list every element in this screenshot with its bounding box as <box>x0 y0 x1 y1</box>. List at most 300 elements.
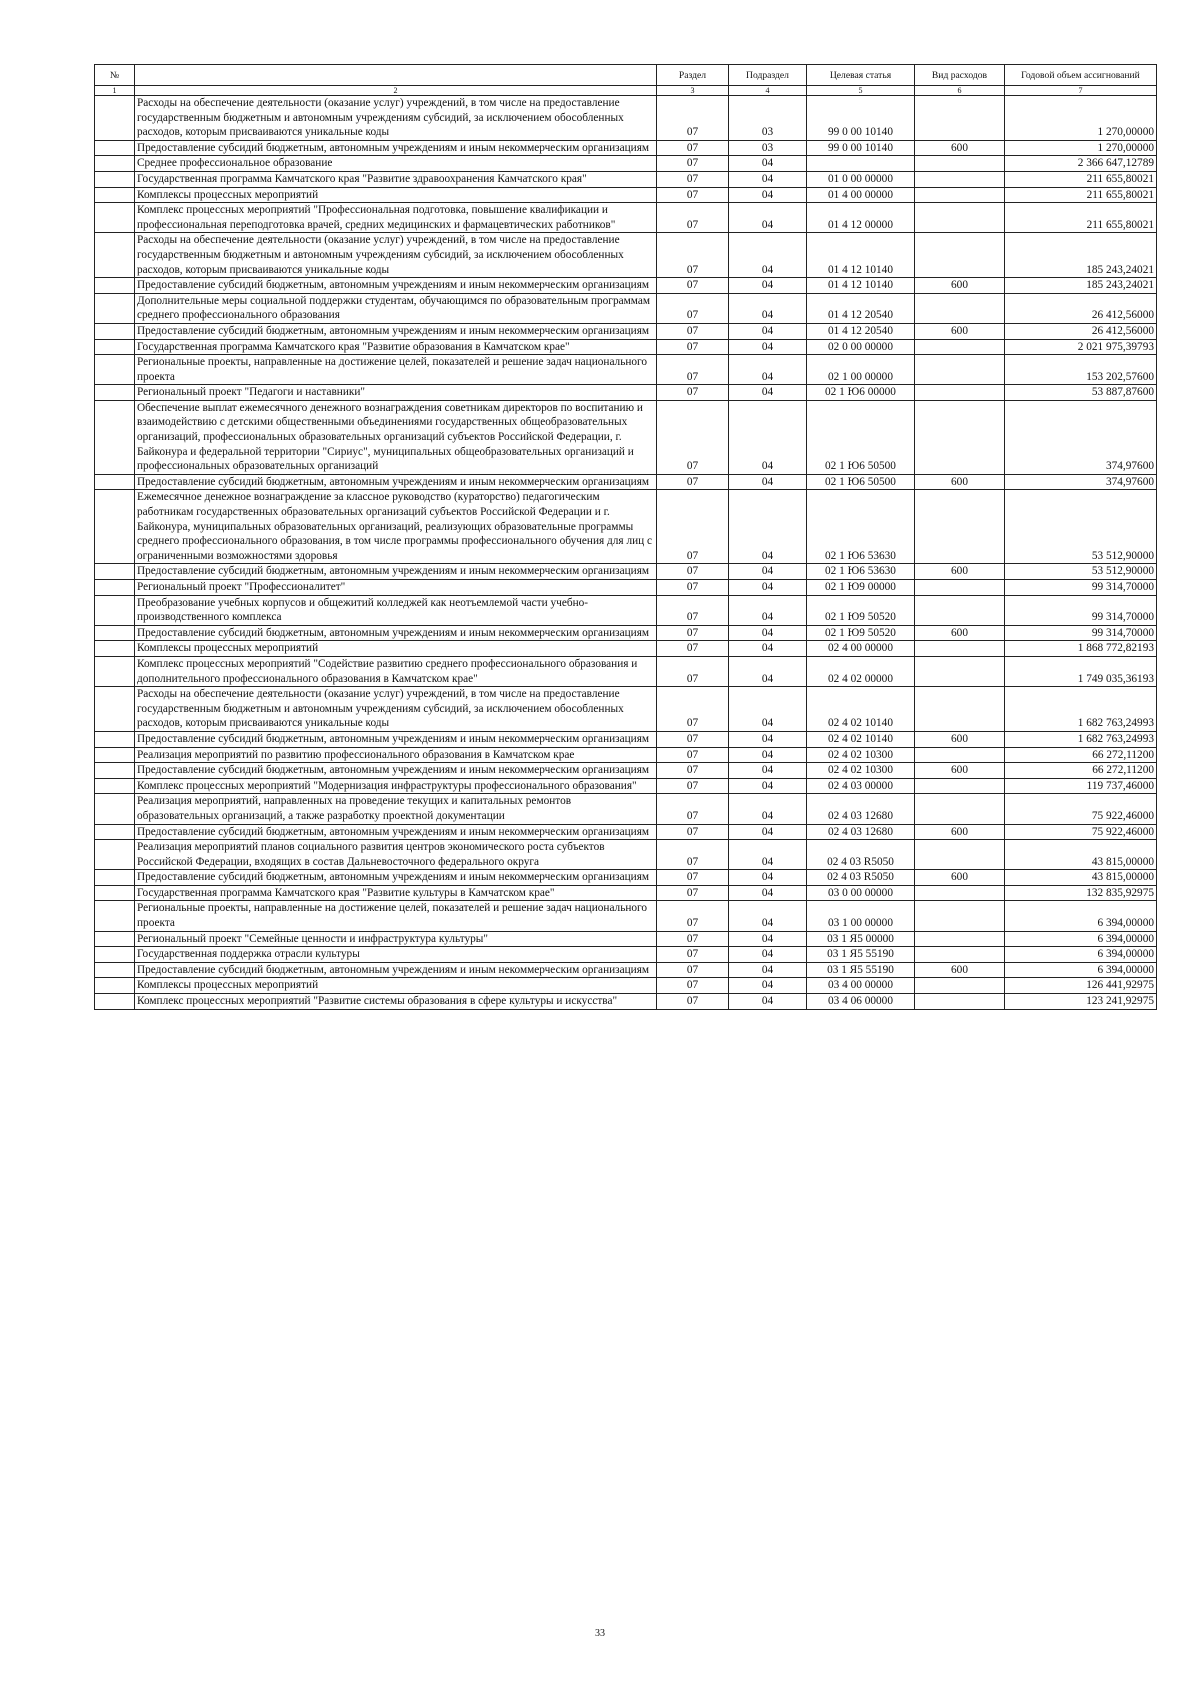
expense-type-cell <box>915 656 1005 686</box>
row-number-cell <box>95 96 135 141</box>
column-number: 7 <box>1005 86 1157 96</box>
row-number-cell <box>95 595 135 625</box>
amount-cell: 1 682 763,24993 <box>1005 687 1157 732</box>
razdel-cell: 07 <box>657 687 729 732</box>
razdel-cell: 07 <box>657 171 729 187</box>
table-row <box>95 385 1157 401</box>
razdel-cell: 07 <box>657 490 729 564</box>
target-article-cell: 02 4 03 R5050 <box>807 840 915 870</box>
podrazdel-cell: 04 <box>729 339 807 355</box>
table-body <box>95 96 1157 1010</box>
podrazdel-cell: 04 <box>729 994 807 1010</box>
expense-type-cell: 600 <box>915 474 1005 490</box>
target-article-cell: 03 0 00 00000 <box>807 885 915 901</box>
expense-type-cell <box>915 778 1005 794</box>
expense-type-cell <box>915 994 1005 1010</box>
expense-name-cell: Преобразование учебных корпусов и общежитий колледжей как неотъемлемой части учебно-производственного комплекса <box>135 595 657 625</box>
razdel-cell: 07 <box>657 233 729 278</box>
razdel-cell: 07 <box>657 355 729 385</box>
target-article-cell: 03 1 Я5 55190 <box>807 962 915 978</box>
podrazdel-cell: 04 <box>729 171 807 187</box>
podrazdel-cell: 04 <box>729 962 807 978</box>
amount-cell: 66 272,11200 <box>1005 747 1157 763</box>
expense-name-cell: Комплекс процессных мероприятий "Содействие развитию среднего профессионального образования и дополнительного профессионального образования в Камчатском крае" <box>135 656 657 686</box>
expense-name-cell: Региональный проект "Педагоги и наставники" <box>135 385 657 401</box>
expense-type-cell <box>915 840 1005 870</box>
expense-type-cell <box>915 187 1005 203</box>
podrazdel-cell: 04 <box>729 595 807 625</box>
row-number-cell <box>95 747 135 763</box>
expense-type-cell <box>915 580 1005 596</box>
razdel-cell: 07 <box>657 339 729 355</box>
expense-name-cell: Реализация мероприятий, направленных на проведение текущих и капитальных ремонтов образовательных организаций, а также разработку проектной документации <box>135 794 657 824</box>
razdel-cell: 07 <box>657 824 729 840</box>
table-row <box>95 187 1157 203</box>
table-row <box>95 994 1157 1010</box>
target-article-cell: 03 4 00 00000 <box>807 978 915 994</box>
expense-type-cell <box>915 490 1005 564</box>
column-number: 3 <box>657 86 729 96</box>
row-number-cell <box>95 885 135 901</box>
target-article-cell: 03 4 06 00000 <box>807 994 915 1010</box>
budget-table <box>94 64 1157 1010</box>
expense-type-cell <box>915 947 1005 963</box>
expense-type-cell <box>915 355 1005 385</box>
row-number-cell <box>95 385 135 401</box>
table-row <box>95 656 1157 686</box>
expense-type-cell: 600 <box>915 140 1005 156</box>
target-article-cell: 02 1 Ю9 50520 <box>807 625 915 641</box>
header-num: № <box>95 65 135 86</box>
expense-name-cell: Комплекс процессных мероприятий "Профессиональная подготовка, повышение квалификации и профессиональная переподготовка врачей, средних медицинских и фармацевтических работников" <box>135 203 657 233</box>
target-article-cell: 02 4 02 10140 <box>807 731 915 747</box>
expense-name-cell: Реализация мероприятий планов социального развития центров экономического роста субъектов Российской Федерации, входящих в состав Дальневосточного федерального округа <box>135 840 657 870</box>
amount-cell: 2 366 647,12789 <box>1005 156 1157 172</box>
expense-type-cell <box>915 339 1005 355</box>
table-row <box>95 156 1157 172</box>
expense-name-cell: Комплексы процессных мероприятий <box>135 978 657 994</box>
target-article-cell: 02 1 Ю9 50520 <box>807 595 915 625</box>
amount-cell: 75 922,46000 <box>1005 794 1157 824</box>
podrazdel-cell: 04 <box>729 885 807 901</box>
podrazdel-cell: 04 <box>729 278 807 294</box>
row-number-cell <box>95 763 135 779</box>
table-row <box>95 763 1157 779</box>
row-number-cell <box>95 490 135 564</box>
razdel-cell: 07 <box>657 994 729 1010</box>
expense-name-cell: Предоставление субсидий бюджетным, автономным учреждениям и иным некоммерческим организациям <box>135 323 657 339</box>
expense-type-cell <box>915 747 1005 763</box>
column-number: 6 <box>915 86 1005 96</box>
target-article-cell: 99 0 00 10140 <box>807 140 915 156</box>
header-row <box>95 65 1157 86</box>
page-number: 33 <box>595 1628 605 1639</box>
target-article-cell: 02 4 03 12680 <box>807 824 915 840</box>
podrazdel-cell: 04 <box>729 625 807 641</box>
podrazdel-cell: 04 <box>729 203 807 233</box>
row-number-cell <box>95 778 135 794</box>
table-row <box>95 901 1157 931</box>
amount-cell: 53 512,90000 <box>1005 490 1157 564</box>
table-row <box>95 140 1157 156</box>
podrazdel-cell: 04 <box>729 901 807 931</box>
expense-type-cell <box>915 641 1005 657</box>
row-number-cell <box>95 901 135 931</box>
row-number-cell <box>95 564 135 580</box>
column-number: 4 <box>729 86 807 96</box>
column-number-row <box>95 86 1157 96</box>
expense-name-cell: Предоставление субсидий бюджетным, автономным учреждениям и иным некоммерческим организациям <box>135 564 657 580</box>
amount-cell: 53 512,90000 <box>1005 564 1157 580</box>
expense-name-cell: Предоставление субсидий бюджетным, автономным учреждениям и иным некоммерческим организациям <box>135 625 657 641</box>
target-article-cell: 02 4 02 10300 <box>807 747 915 763</box>
expense-type-cell <box>915 293 1005 323</box>
expense-type-cell: 600 <box>915 731 1005 747</box>
razdel-cell: 07 <box>657 641 729 657</box>
table-row <box>95 233 1157 278</box>
table-row <box>95 490 1157 564</box>
expense-name-cell: Государственная программа Камчатского края "Развитие здравоохранения Камчатского края" <box>135 171 657 187</box>
row-number-cell <box>95 978 135 994</box>
row-number-cell <box>95 293 135 323</box>
razdel-cell: 07 <box>657 187 729 203</box>
row-number-cell <box>95 870 135 886</box>
amount-cell: 43 815,00000 <box>1005 840 1157 870</box>
row-number-cell <box>95 140 135 156</box>
razdel-cell: 07 <box>657 156 729 172</box>
target-article-cell: 01 4 12 20540 <box>807 323 915 339</box>
expense-type-cell: 600 <box>915 824 1005 840</box>
target-article-cell: 03 1 Я5 55190 <box>807 947 915 963</box>
razdel-cell: 07 <box>657 385 729 401</box>
amount-cell: 6 394,00000 <box>1005 931 1157 947</box>
row-number-cell <box>95 840 135 870</box>
target-article-cell: 99 0 00 10140 <box>807 96 915 141</box>
amount-cell: 132 835,92975 <box>1005 885 1157 901</box>
podrazdel-cell: 04 <box>729 323 807 339</box>
table-row <box>95 947 1157 963</box>
podrazdel-cell: 04 <box>729 355 807 385</box>
podrazdel-cell: 04 <box>729 490 807 564</box>
row-number-cell <box>95 400 135 474</box>
table-row <box>95 962 1157 978</box>
target-article-cell: 02 1 Ю6 53630 <box>807 564 915 580</box>
expense-type-cell <box>915 687 1005 732</box>
table-header <box>95 65 1157 96</box>
row-number-cell <box>95 731 135 747</box>
razdel-cell: 07 <box>657 747 729 763</box>
target-article-cell: 02 4 03 R5050 <box>807 870 915 886</box>
expense-name-cell: Расходы на обеспечение деятельности (оказание услуг) учреждений, в том числе на предоставление государственным бюджетным и автономным учреждениям субсидий, за исключением обособленных расходов, которым присваиваются уникальные коды <box>135 687 657 732</box>
row-number-cell <box>95 994 135 1010</box>
podrazdel-cell: 04 <box>729 385 807 401</box>
expense-type-cell <box>915 794 1005 824</box>
table-row <box>95 840 1157 870</box>
target-article-cell: 01 4 12 10140 <box>807 233 915 278</box>
expense-name-cell: Комплексы процессных мероприятий <box>135 641 657 657</box>
amount-cell: 1 868 772,82193 <box>1005 641 1157 657</box>
row-number-cell <box>95 278 135 294</box>
row-number-cell <box>95 794 135 824</box>
razdel-cell: 07 <box>657 656 729 686</box>
amount-cell: 374,97600 <box>1005 474 1157 490</box>
podrazdel-cell: 04 <box>729 564 807 580</box>
podrazdel-cell: 04 <box>729 156 807 172</box>
razdel-cell: 07 <box>657 778 729 794</box>
table-row <box>95 580 1157 596</box>
razdel-cell: 07 <box>657 625 729 641</box>
target-article-cell: 02 0 00 00000 <box>807 339 915 355</box>
row-number-cell <box>95 625 135 641</box>
table-row <box>95 885 1157 901</box>
podrazdel-cell: 04 <box>729 187 807 203</box>
row-number-cell <box>95 931 135 947</box>
table-row <box>95 595 1157 625</box>
amount-cell: 211 655,80021 <box>1005 171 1157 187</box>
amount-cell: 119 737,46000 <box>1005 778 1157 794</box>
razdel-cell: 07 <box>657 203 729 233</box>
expense-type-cell <box>915 96 1005 141</box>
amount-cell: 2 021 975,39793 <box>1005 339 1157 355</box>
expense-type-cell <box>915 400 1005 474</box>
expense-type-cell <box>915 385 1005 401</box>
podrazdel-cell: 04 <box>729 656 807 686</box>
expense-type-cell: 600 <box>915 870 1005 886</box>
table-row <box>95 778 1157 794</box>
expense-name-cell: Предоставление субсидий бюджетным, автономным учреждениям и иным некоммерческим организациям <box>135 278 657 294</box>
podrazdel-cell: 03 <box>729 140 807 156</box>
table-row <box>95 355 1157 385</box>
expense-name-cell: Предоставление субсидий бюджетным, автономным учреждениям и иным некоммерческим организациям <box>135 763 657 779</box>
expense-name-cell: Предоставление субсидий бюджетным, автономным учреждениям и иным некоммерческим организациям <box>135 731 657 747</box>
expense-type-cell <box>915 901 1005 931</box>
expense-type-cell <box>915 156 1005 172</box>
amount-cell: 374,97600 <box>1005 400 1157 474</box>
razdel-cell: 07 <box>657 947 729 963</box>
amount-cell: 6 394,00000 <box>1005 947 1157 963</box>
razdel-cell: 07 <box>657 978 729 994</box>
amount-cell: 26 412,56000 <box>1005 323 1157 339</box>
table-row <box>95 474 1157 490</box>
podrazdel-cell: 04 <box>729 840 807 870</box>
amount-cell: 185 243,24021 <box>1005 233 1157 278</box>
target-article-cell: 03 1 00 00000 <box>807 901 915 931</box>
target-article-cell: 03 1 Я5 00000 <box>807 931 915 947</box>
target-article-cell: 01 0 00 00000 <box>807 171 915 187</box>
target-article-cell: 02 4 03 00000 <box>807 778 915 794</box>
razdel-cell: 07 <box>657 595 729 625</box>
table-row <box>95 339 1157 355</box>
header-podrazdel: Подраздел <box>729 65 807 86</box>
target-article-cell: 01 4 12 00000 <box>807 203 915 233</box>
row-number-cell <box>95 824 135 840</box>
target-article-cell: 02 4 02 00000 <box>807 656 915 686</box>
razdel-cell: 07 <box>657 840 729 870</box>
razdel-cell: 07 <box>657 564 729 580</box>
expense-type-cell <box>915 233 1005 278</box>
razdel-cell: 07 <box>657 794 729 824</box>
amount-cell: 211 655,80021 <box>1005 187 1157 203</box>
expense-name-cell: Предоставление субсидий бюджетным, автономным учреждениям и иным некоммерческим организациям <box>135 962 657 978</box>
expense-name-cell: Комплекс процессных мероприятий "Модернизация инфраструктуры профессионального образования" <box>135 778 657 794</box>
target-article-cell: 02 1 Ю6 50500 <box>807 400 915 474</box>
target-article-cell: 02 4 03 12680 <box>807 794 915 824</box>
podrazdel-cell: 04 <box>729 778 807 794</box>
amount-cell: 99 314,70000 <box>1005 595 1157 625</box>
razdel-cell: 07 <box>657 870 729 886</box>
row-number-cell <box>95 641 135 657</box>
amount-cell: 1 270,00000 <box>1005 140 1157 156</box>
table-row <box>95 293 1157 323</box>
table-row <box>95 794 1157 824</box>
expense-name-cell: Комплексы процессных мероприятий <box>135 187 657 203</box>
table-row <box>95 625 1157 641</box>
razdel-cell: 07 <box>657 293 729 323</box>
row-number-cell <box>95 687 135 732</box>
target-article-cell: 02 4 02 10300 <box>807 763 915 779</box>
target-article-cell: 02 1 Ю6 50500 <box>807 474 915 490</box>
expense-name-cell: Государственная программа Камчатского края "Развитие культуры в Камчатском крае" <box>135 885 657 901</box>
expense-name-cell: Региональный проект "Семейные ценности и инфраструктура культуры" <box>135 931 657 947</box>
expense-type-cell <box>915 885 1005 901</box>
amount-cell: 53 887,87600 <box>1005 385 1157 401</box>
expense-name-cell: Расходы на обеспечение деятельности (оказание услуг) учреждений, в том числе на предоставление государственным бюджетным и автономным учреждениям субсидий, за исключением обособленных расходов, которым присваиваются уникальные коды <box>135 96 657 141</box>
amount-cell: 185 243,24021 <box>1005 278 1157 294</box>
expense-type-cell: 600 <box>915 625 1005 641</box>
podrazdel-cell: 04 <box>729 747 807 763</box>
target-article-cell: 02 1 Ю6 00000 <box>807 385 915 401</box>
razdel-cell: 07 <box>657 885 729 901</box>
table-row <box>95 400 1157 474</box>
table-row <box>95 747 1157 763</box>
podrazdel-cell: 04 <box>729 870 807 886</box>
podrazdel-cell: 04 <box>729 978 807 994</box>
table-row <box>95 171 1157 187</box>
expense-name-cell: Среднее профессиональное образование <box>135 156 657 172</box>
target-article-cell: 01 4 00 00000 <box>807 187 915 203</box>
row-number-cell <box>95 323 135 339</box>
header-target: Целевая статья <box>807 65 915 86</box>
razdel-cell: 07 <box>657 901 729 931</box>
expense-type-cell <box>915 978 1005 994</box>
amount-cell: 1 270,00000 <box>1005 96 1157 141</box>
expense-name-cell: Реализация мероприятий по развитию профессионального образования в Камчатском крае <box>135 747 657 763</box>
expense-name-cell: Региональные проекты, направленные на достижение целей, показателей и решение задач национального проекта <box>135 901 657 931</box>
expense-name-cell: Предоставление субсидий бюджетным, автономным учреждениям и иным некоммерческим организациям <box>135 474 657 490</box>
podrazdel-cell: 04 <box>729 687 807 732</box>
column-number: 5 <box>807 86 915 96</box>
row-number-cell <box>95 203 135 233</box>
amount-cell: 1 682 763,24993 <box>1005 731 1157 747</box>
razdel-cell: 07 <box>657 323 729 339</box>
header-razdel: Раздел <box>657 65 729 86</box>
podrazdel-cell: 04 <box>729 400 807 474</box>
podrazdel-cell: 04 <box>729 580 807 596</box>
target-article-cell: 02 4 00 00000 <box>807 641 915 657</box>
razdel-cell: 07 <box>657 931 729 947</box>
razdel-cell: 07 <box>657 580 729 596</box>
amount-cell: 123 241,92975 <box>1005 994 1157 1010</box>
expense-type-cell <box>915 171 1005 187</box>
column-number: 1 <box>95 86 135 96</box>
header-vid: Вид расходов <box>915 65 1005 86</box>
expense-name-cell: Предоставление субсидий бюджетным, автономным учреждениям и иным некоммерческим организациям <box>135 824 657 840</box>
table-row <box>95 824 1157 840</box>
amount-cell: 153 202,57600 <box>1005 355 1157 385</box>
target-article-cell <box>807 156 915 172</box>
row-number-cell <box>95 339 135 355</box>
podrazdel-cell: 04 <box>729 474 807 490</box>
row-number-cell <box>95 187 135 203</box>
expense-type-cell <box>915 931 1005 947</box>
table-row <box>95 641 1157 657</box>
expense-name-cell: Обеспечение выплат ежемесячного денежного вознаграждения советникам директоров по воспитанию и взаимодействию с детскими общественными объединениями государственных общеобразовательных организаций, профессиональных образовательных организаций субъектов Российской Федерации, г. Байконура и федеральной территории "Сириус", муниципальных общеобразовательных организаций и профессиональных образовательных организаций <box>135 400 657 474</box>
expense-name-cell: Расходы на обеспечение деятельности (оказание услуг) учреждений, в том числе на предоставление государственным бюджетным и автономным учреждениям субсидий, за исключением обособленных расходов, которым присваиваются уникальные коды <box>135 233 657 278</box>
amount-cell: 1 749 035,36193 <box>1005 656 1157 686</box>
razdel-cell: 07 <box>657 731 729 747</box>
expense-name-cell: Предоставление субсидий бюджетным, автономным учреждениям и иным некоммерческим организациям <box>135 870 657 886</box>
razdel-cell: 07 <box>657 140 729 156</box>
podrazdel-cell: 04 <box>729 641 807 657</box>
amount-cell: 211 655,80021 <box>1005 203 1157 233</box>
amount-cell: 99 314,70000 <box>1005 580 1157 596</box>
expense-type-cell: 600 <box>915 763 1005 779</box>
header-name <box>135 65 657 86</box>
razdel-cell: 07 <box>657 763 729 779</box>
expense-type-cell <box>915 203 1005 233</box>
expense-name-cell: Дополнительные меры социальной поддержки студентам, обучающимся по образовательным программам среднего профессионального образования <box>135 293 657 323</box>
target-article-cell: 02 1 00 00000 <box>807 355 915 385</box>
target-article-cell: 02 1 Ю6 53630 <box>807 490 915 564</box>
razdel-cell: 07 <box>657 96 729 141</box>
expense-name-cell: Комплекс процессных мероприятий "Развитие системы образования в сфере культуры и искусства" <box>135 994 657 1010</box>
amount-cell: 43 815,00000 <box>1005 870 1157 886</box>
header-amount: Годовой объем ассигнований <box>1005 65 1157 86</box>
podrazdel-cell: 04 <box>729 824 807 840</box>
row-number-cell <box>95 355 135 385</box>
table-row <box>95 978 1157 994</box>
expense-type-cell <box>915 595 1005 625</box>
expense-name-cell: Предоставление субсидий бюджетным, автономным учреждениям и иным некоммерческим организациям <box>135 140 657 156</box>
podrazdel-cell: 04 <box>729 931 807 947</box>
table-row <box>95 564 1157 580</box>
target-article-cell: 02 4 02 10140 <box>807 687 915 732</box>
podrazdel-cell: 04 <box>729 794 807 824</box>
razdel-cell: 07 <box>657 474 729 490</box>
row-number-cell <box>95 156 135 172</box>
razdel-cell: 07 <box>657 400 729 474</box>
expense-name-cell: Региональный проект "Профессионалитет" <box>135 580 657 596</box>
row-number-cell <box>95 171 135 187</box>
target-article-cell: 02 1 Ю9 00000 <box>807 580 915 596</box>
razdel-cell: 07 <box>657 278 729 294</box>
podrazdel-cell: 03 <box>729 96 807 141</box>
expense-type-cell: 600 <box>915 564 1005 580</box>
row-number-cell <box>95 233 135 278</box>
column-number: 2 <box>135 86 657 96</box>
expense-name-cell: Ежемесячное денежное вознаграждение за классное руководство (кураторство) педагогическим работникам государственных образовательных организаций субъектов Российской Федерации и г. Байконура, муниципальных образовательных организаций, реализующих образовательные программы среднего профессионального образования, в том числе программы профессионального обучения для лиц с ограниченными возможностями здоровья <box>135 490 657 564</box>
table-row <box>95 687 1157 732</box>
expense-name-cell: Государственная поддержка отрасли культуры <box>135 947 657 963</box>
razdel-cell: 07 <box>657 962 729 978</box>
amount-cell: 6 394,00000 <box>1005 962 1157 978</box>
expense-type-cell: 600 <box>915 323 1005 339</box>
amount-cell: 26 412,56000 <box>1005 293 1157 323</box>
amount-cell: 75 922,46000 <box>1005 824 1157 840</box>
amount-cell: 99 314,70000 <box>1005 625 1157 641</box>
table-row <box>95 278 1157 294</box>
podrazdel-cell: 04 <box>729 947 807 963</box>
